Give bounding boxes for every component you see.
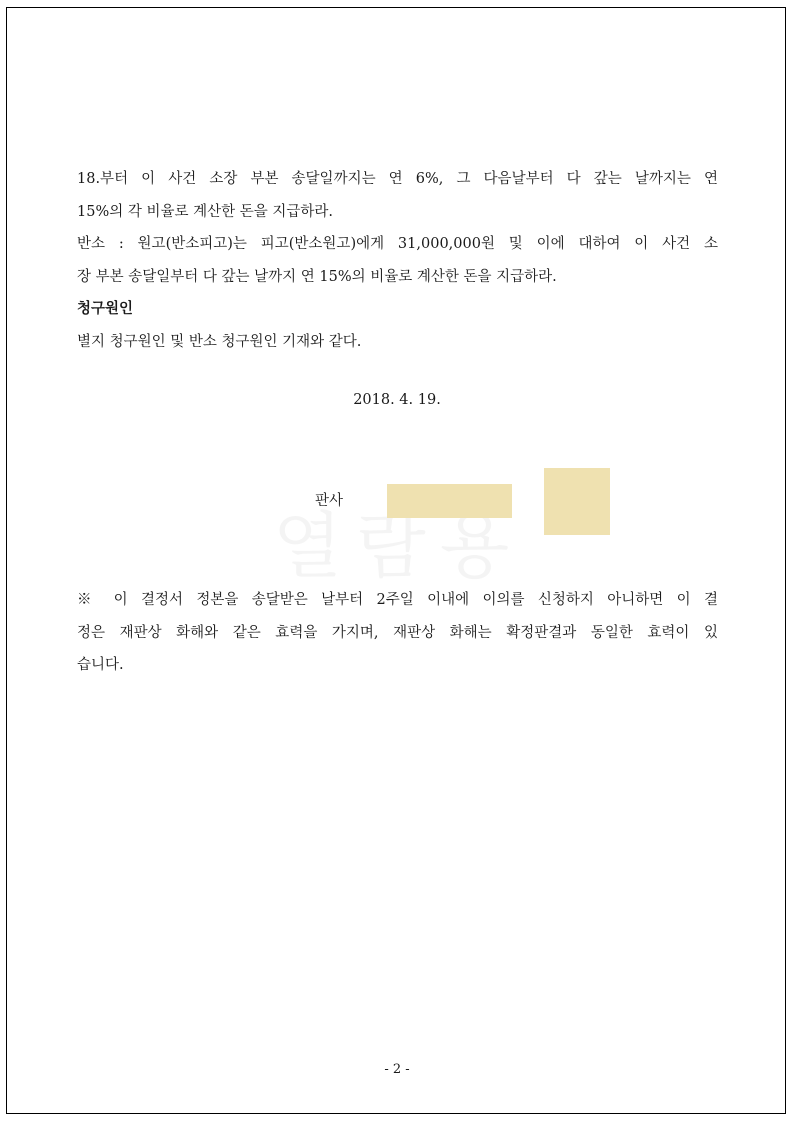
judge-label: 판사: [315, 493, 344, 509]
redacted-judge-name: [387, 484, 512, 518]
order-line-2: 15%의 각 비율로 계산한 돈을 지급하라.: [77, 203, 333, 220]
counterclaim-line-1: 반소 : 원고(반소피고)는 피고(반소원고)에게 31,000,000원 및 이에 대하여 이 사건 소: [77, 236, 718, 252]
counterclaim-line-2: 장 부본 송달일부터 다 갚는 날까지 연 15%의 비율로 계산한 돈을 지급하라.: [77, 268, 557, 285]
decision-date: 2018. 4. 19.: [353, 392, 441, 408]
claim-heading: 청구원인: [77, 301, 134, 317]
claim-text: 별지 청구원인 및 반소 청구원인 기재와 같다.: [77, 333, 362, 350]
order-paragraph: [77, 163, 718, 358]
order-line-1: 18.부터 이 사건 소장 부본 송달일까지는 연 6%, 그 다음날부터 다 갚는 날까지는 연: [77, 171, 718, 187]
page-number: - 2 -: [384, 1062, 410, 1077]
notice-paragraph: [77, 584, 718, 682]
notice-line-2: 정은 재판상 화해와 같은 효력을 가지며, 재판상 화해는 확정판결과 동일한 효력이 있: [77, 624, 718, 641]
notice-line-1: ※ 이 결정서 정본을 송달받은 날부터 2주일 이내에 이의를 신청하지 아니하면 이 결: [77, 592, 718, 608]
notice-line-3: 습니다.: [77, 657, 124, 673]
redacted-seal: [544, 468, 610, 535]
